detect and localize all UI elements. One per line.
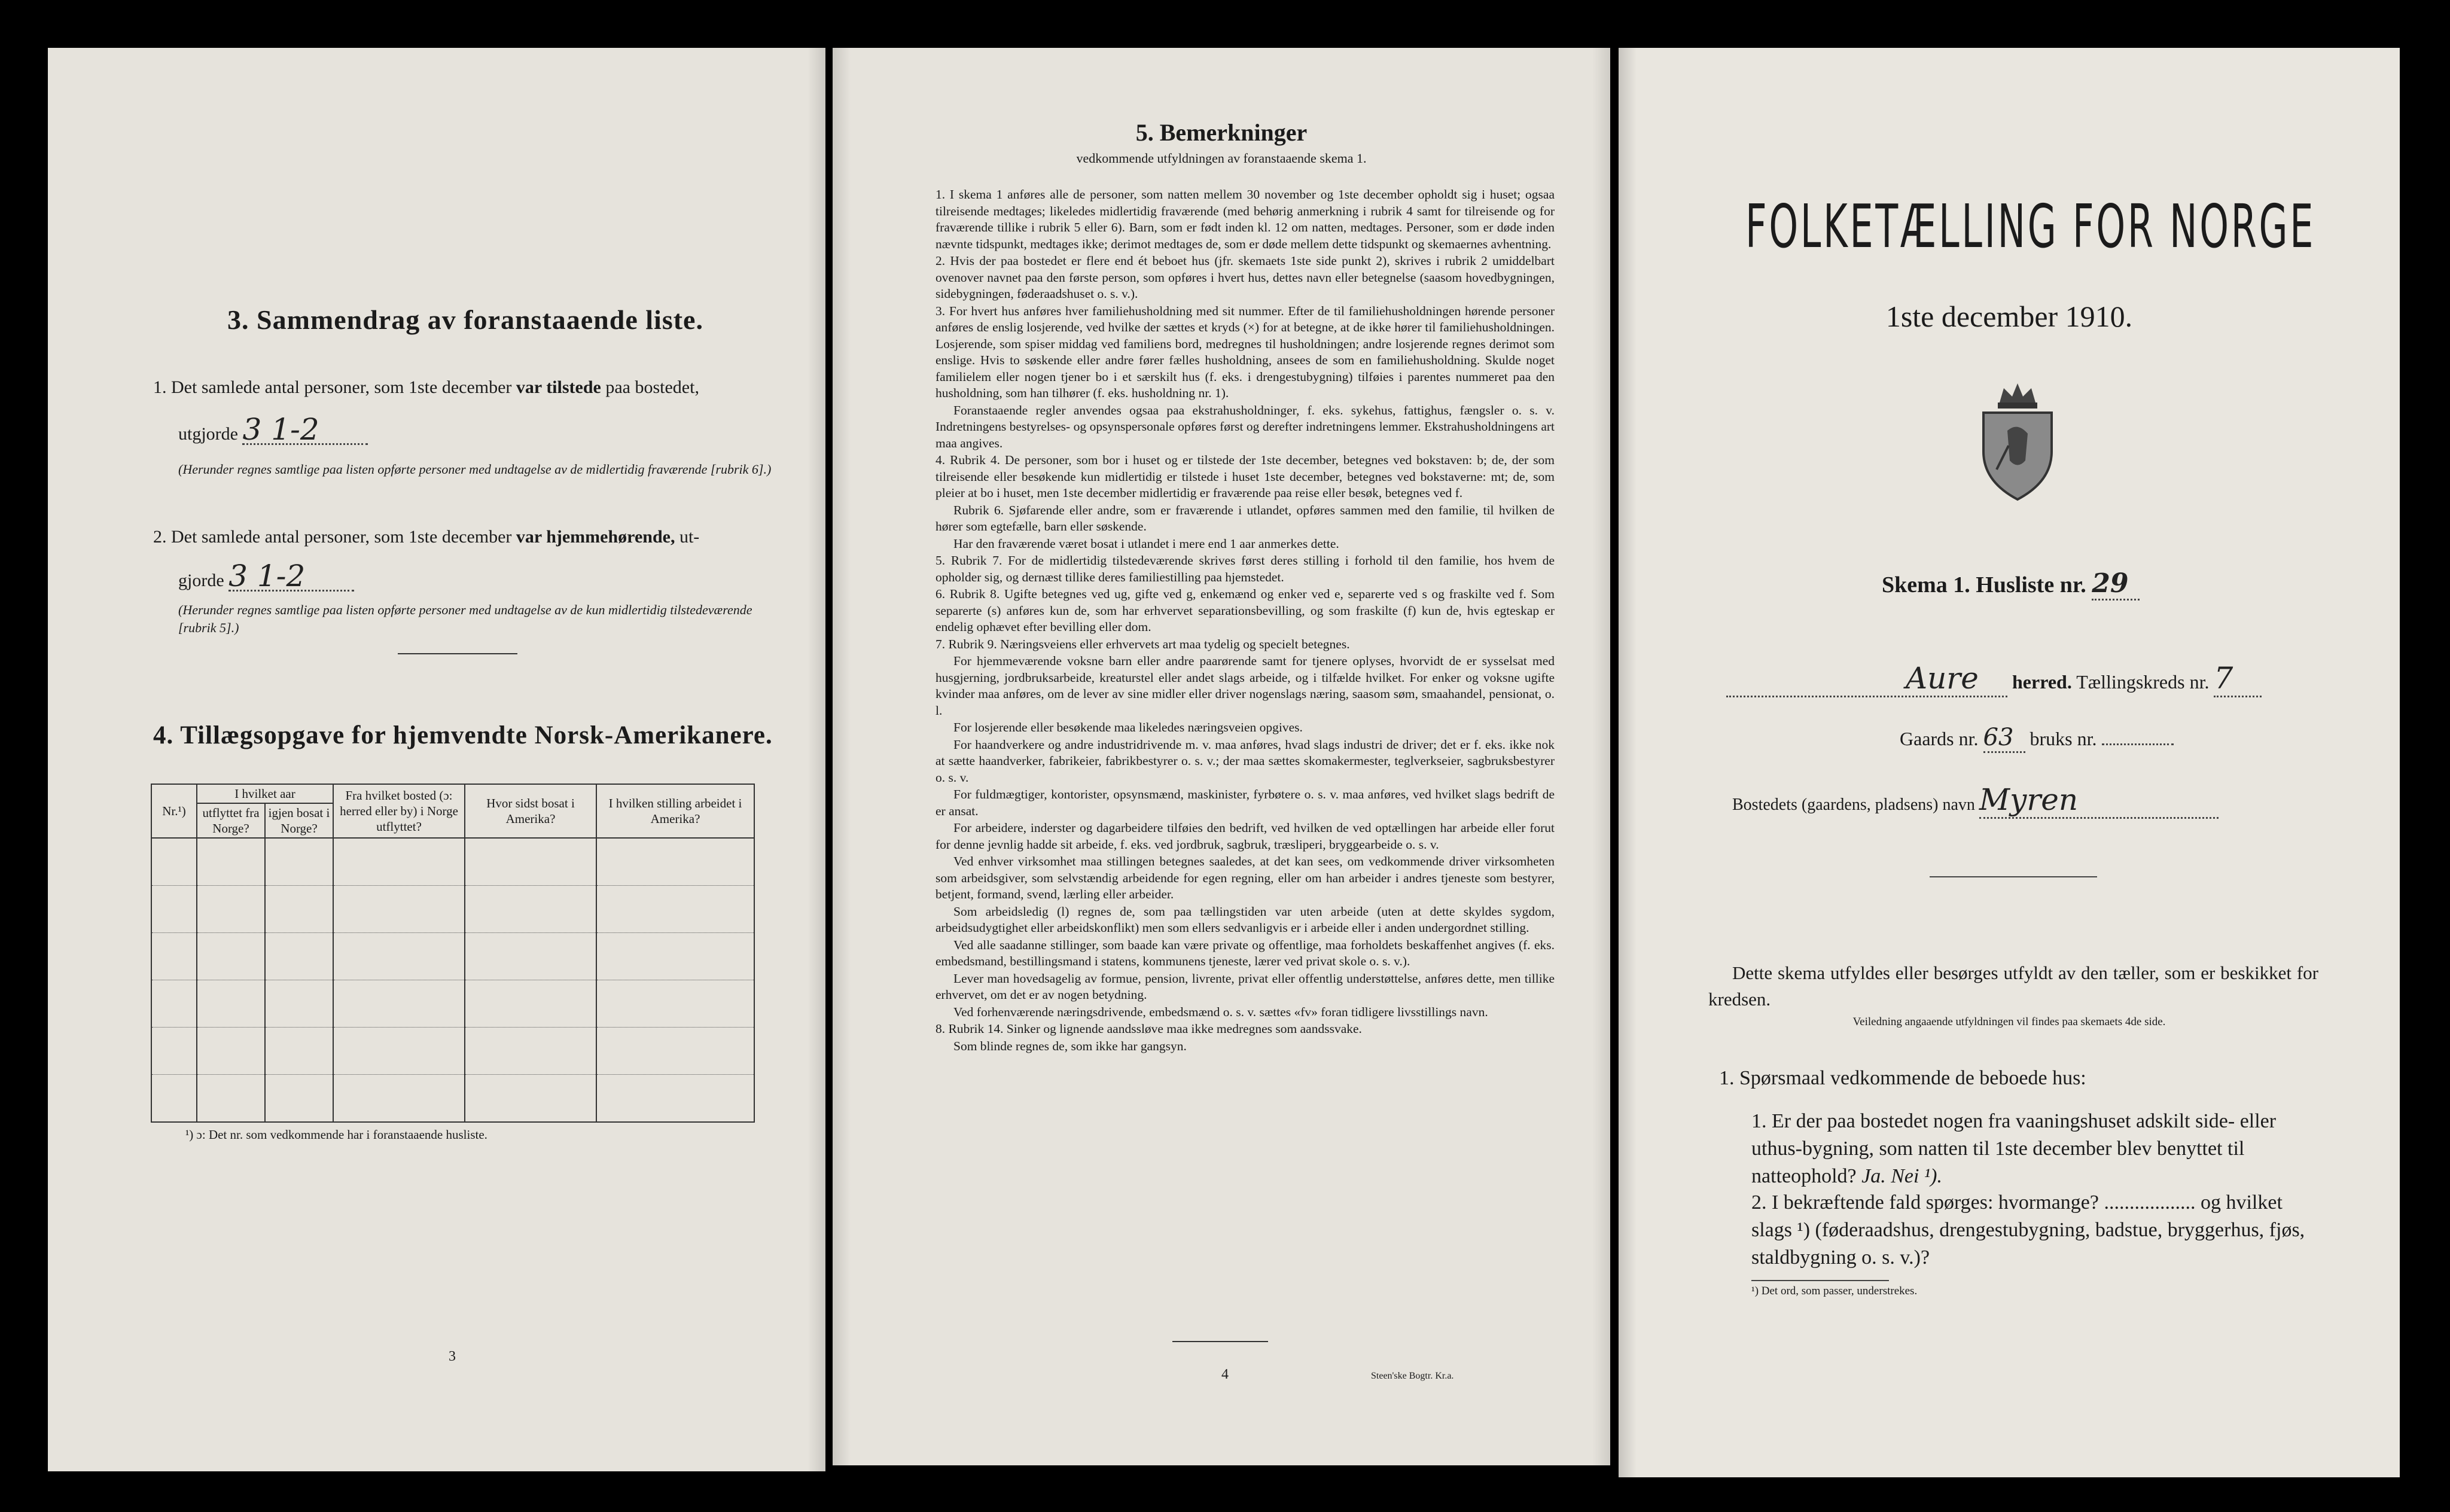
remark-item: Som arbeidsledig (l) regnes de, som paa tællingstiden var uten arbeide (uten at dette skyldes sygdom, arbeidsudygtighet eller arbeidskonflikt) men som ellers sedvanligvis er i arbeide eller i anden undergordnet stilling. — [935, 904, 1555, 935]
section3-item1: 1. Det samlede antal personer, som 1ste december var tilstede paa bostedet, — [153, 377, 699, 397]
section3-item1-note: (Herunder regnes samtlige paa listen opførte personer med undtagelse av de midlertidig fraværende [rubrik 6].) — [178, 462, 772, 477]
table-row — [151, 1028, 754, 1075]
col-utflyttet: utflyttet fra Norge? — [197, 803, 265, 838]
remark-item: For haandverkere og andre industridrivende m. v. maa anføres, hvad slags industri de driver; det er f. eks. ikke nok at sætte haandverker, fabrikeier, fabrikbestyrer o. s. v.; der maa sættes skomakermester, teglverkseier, sagbruksbestyrer o. s. v. — [935, 737, 1555, 785]
item1-value: 3 1-2 — [242, 416, 368, 445]
herred-line: Aure herred. Tællingskreds nr. 7 — [1726, 661, 2262, 697]
remark-item: For hjemmeværende voksne barn eller andre paarørende samt for tjenere oplyses, hvorvidt de er sysselsat med husgjerning, jordbruksarbeide, kreaturstel eller andet slags arbeide, og i tilfælde hvilket. For enker og voksne ugifte kvinder maa anføres, om de lever av sine midler eller driver nogenslags næring, saasom søm, smaahandel, pensionat, o. l. — [935, 654, 1555, 718]
remark-item: 7. Rubrik 9. Næringsveiens eller erhvervets art maa tydelig og specielt betegnes. — [935, 636, 1350, 651]
remark-item: Som blinde regnes de, som ikke har gangsyn. — [953, 1038, 1187, 1053]
question1-1: 1. Er der paa bostedet nogen fra vaaningshuset adskilt side- eller uthus-bygning, som natten til 1ste december blev benyttet til natteophold? Ja. Nei ¹). — [1751, 1110, 2277, 1187]
info-small: Veiledning angaaende utfyldningen vil findes paa skemaets 4de side. — [1852, 1016, 2166, 1028]
remark-item: 8. Rubrik 14. Sinker og lignende aandssløve maa ikke medregnes som aandssvake. — [935, 1022, 1362, 1036]
section3-item2: 2. Det samlede antal personer, som 1ste december var hjemmehørende, ut- — [153, 527, 700, 547]
divider — [1751, 1280, 1889, 1281]
remark-item: Ved forhenværende næringsdrivende, embedsmænd o. s. v. sættes «fv» foran tidligere livsstillings navn. — [953, 1004, 1488, 1019]
table-row — [151, 886, 754, 933]
section3-item2-note: (Herunder regnes samtlige paa listen opførte personer med undtagelse av de kun midlertidig tilstedeværende [rubrik 5].) — [178, 602, 752, 635]
col-stilling: I hvilken stilling arbeidet i Amerika? — [596, 784, 754, 838]
divider — [398, 653, 517, 654]
remark-item: For arbeidere, inderster og dagarbeidere tilføies den bedrift, ved hvilken de ved optællingen har arbeide eller forut for denne jevnlig hadde sit arbeide, f. eks. ved jordbruk, sagbruk, træsliperi, bryggearbeide o. s. v. — [935, 821, 1555, 852]
remark-item: 5. Rubrik 7. For de midlertidig tilstedeværende skrives først deres stilling i forhold til den familie, hos hvem de opholder sig, og dernæst tillike deres familiestilling paa hjemstedet. — [935, 553, 1555, 584]
husliste-nr: 29 — [2092, 568, 2140, 600]
yes-no-options: Ja. Nei ¹). — [1861, 1165, 1942, 1187]
coat-of-arms-icon — [1973, 380, 2062, 502]
remark-item: For fuldmægtiger, kontorister, opsynsmænd, maskinister, fyrbøtere o. s. v. maa anføres, ved hvilket slags bedrift de er ansat. — [935, 787, 1555, 818]
remark-item: 1. I skema 1 anføres alle de personer, som natten mellem 30 november og 1ste december opholdt sig i huset; ogsaa tilreisende medtages; likeledes midlertidig fraværende (med behørig anmerkning i rubrik 4 samt for tilreisende og for fraværende tillike i rubrik 5 eller 6). Barn, som er født inden kl. 12 om natten, medtages. Personer, som er døde inden nævnte tidspunkt, medtages ikke; derimot medtages de, som er døde mellem dette tidspunkt og skemaernes avhentning. — [935, 187, 1555, 251]
krets-value: 7 — [2214, 661, 2262, 697]
remark-item: Lever man hovedsagelig av formue, pension, livrente, privat eller offentlig understøttelse, anføres dette, men tillike erhvervet, om det er av nogen betydning. — [935, 971, 1555, 1002]
col-group: I hvilket aar — [197, 784, 333, 803]
page-number: 3 — [449, 1349, 456, 1364]
divider — [1930, 876, 2097, 877]
bosted-line: Bostedets (gaardens, pladsens) navn Myren — [1732, 782, 2219, 819]
table-row — [151, 980, 754, 1028]
remark-item: 3. For hvert hus anføres hver familiehusholdning med sit nummer. Efter de til familiehusholdningen hørende personer anføres de enslig losjerende, ved hvilke der sættes et kryds (×) for at betegne, at de ikke hører til familiehusholdningen. Losjerende, som spiser middag ved familiens bord, medregnes til husholdningen; andre losjerende regnes derimot som enslige. Hvis to søskende eller andre fører fælles husholdning, ansees de som en familiehusholdning. Skulde noget familielem eller nogen tjener bo i et særskilt hus (f. eks. i drengestubygning) tilføies i parentes nummeret paa den husholdning, som han tilhører (f. eks. husholdning nr. 1). — [935, 303, 1555, 400]
table-row — [151, 1075, 754, 1123]
remarks-title: 5. Bemerkninger — [1135, 119, 1308, 146]
question1-title: 1. Spørsmaal vedkommende de beboede hus: — [1719, 1067, 2086, 1089]
census-date: 1ste december 1910. — [1885, 300, 2133, 333]
remark-item: Ved alle saadanne stillinger, som baade kan være private og offentlige, maa forholdets beskaffenhet angives (f. eks. embedsmand, bestillingsmand i statens, kommunens tjeneste, lærer ved privat skole o. s. v.). — [935, 937, 1555, 968]
tillegg-table — [151, 784, 755, 1123]
printer-mark: Steen'ske Bogtr. Kr.a. — [1371, 1371, 1454, 1381]
bosted-value: Myren — [1979, 782, 2219, 819]
divider — [1172, 1341, 1268, 1342]
col-igjen: igjen bosat i Norge? — [265, 803, 333, 838]
gaards-line: Gaards nr. 63 bruks nr. — [1900, 724, 2174, 753]
footnote: ¹) Det ord, som passer, understrekes. — [1751, 1285, 1918, 1297]
col-hvor: Hvor sidst bosat i Amerika? — [465, 784, 596, 838]
table-row — [151, 933, 754, 980]
right-page — [1619, 48, 2400, 1477]
remarks-subtitle: vedkommende utfyldningen av foranstaaende skema 1. — [1076, 151, 1367, 166]
page-number: 4 — [1221, 1367, 1229, 1382]
col-fra: Fra hvilket bosted (ɔ: herred eller by) i Norge utflyttet? — [333, 784, 465, 838]
section3-item1-utgjorde: utgjorde 3 1-2 — [178, 416, 368, 448]
item2-value: 3 1-2 — [228, 562, 354, 592]
gaards-value: 63 — [1983, 724, 2025, 753]
section4-footnote: ¹) ɔ: Det nr. som vedkommende har i foranstaaende husliste. — [185, 1127, 487, 1142]
section4-title: 4. Tillægsopgave for hjemvendte Norsk-Amerikanere. — [153, 721, 773, 749]
remark-item: 2. Hvis der paa bostedet er flere end ét beboet hus (jfr. skemaets 1ste side punkt 2), skrives i rubrik 2 umiddelbart ovenover navnet paa den første person, som opføres i hvert hus, dettes navn eller betegnelse (saasom hovedbygningen, sidebygningen, føderaadshuset o. s. v.). — [935, 254, 1555, 301]
main-title: FOLKETÆLLING FOR NORGE — [1745, 191, 2316, 261]
left-page — [48, 48, 825, 1471]
section3-title: 3. Sammendrag av foranstaaende liste. — [227, 304, 703, 335]
question1-2: 2. I bekræftende fald spørges: hvormange? .................. og hvilket slags ¹) (føderaadshus, drengestubygning, badstue, bryggerhus, fjøs, staldbygning o. s. v.)? — [1751, 1191, 2305, 1269]
remark-item: Rubrik 6. Sjøfarende eller andre, som er fraværende i utlandet, opføres sammen med den familie, til hvilken de hører som egtefælle, barn eller søskende. — [935, 502, 1555, 534]
schema-label: Skema 1. Husliste nr. 29 — [1882, 568, 2140, 600]
remark-item: Ved enhver virksomhet maa stillingen betegnes saaledes, at det kan sees, om vedkommende driver virksomheten som arbeidsgiver, som selvstændig arbeidende for egen regning, eller om han arbeider i andres tjeneste som bestyrer, betjent, formand, svend, lærling eller arbeider. — [935, 854, 1555, 901]
col-nr: Nr.¹) — [151, 784, 197, 838]
remark-item: 6. Rubrik 8. Ugifte betegnes ved ug, gifte ved g, enkemænd og enker ved e, separerte ved s og fraskilte ved f. Som separerte (s) anføres kun de, som har erhvervet separationsbevilling, og som fraskilte (f) kun de, hvis egteskap er endelig ophævet efter bevilling eller dom. — [935, 587, 1555, 634]
herred-value: Aure — [1726, 661, 2007, 697]
middle-page — [833, 48, 1610, 1465]
remark-item: For losjerende eller besøkende maa likeledes næringsveien opgives. — [953, 720, 1303, 734]
section3-item2-gjorde: gjorde 3 1-2 — [178, 562, 354, 595]
remark-item: Foranstaaende regler anvendes ogsaa paa ekstrahusholdninger, f. eks. sykehus, fattighus, fængsler o. s. v. Indretningens bestyrelses- og opsynspersonale opføres først og derefter indretningens lemmer. Ekstrahusholdningens art maa angives. — [935, 403, 1555, 450]
info-text: Dette skema utfyldes eller besørges utfyldt av den tæller, som er beskikket for kredsen. — [1708, 962, 2318, 1010]
table-row — [151, 838, 754, 886]
remarks-list — [935, 187, 1555, 1055]
remark-item: Har den fraværende været bosat i utlandet i mere end 1 aar anmerkes dette. — [953, 536, 1339, 551]
remark-item: 4. Rubrik 4. De personer, som bor i huset og er tilstede der 1ste december, betegnes ved bokstaven: b; de, der som tilreisende eller besøkende kun midlertidig er tilstede i huset 1ste december, betegnes ved bokstaverne: mt; de, som pleier at bo i huset, men 1ste december midlertidig er fraværende paa reise eller besøk, betegnes ved f. — [935, 453, 1555, 500]
